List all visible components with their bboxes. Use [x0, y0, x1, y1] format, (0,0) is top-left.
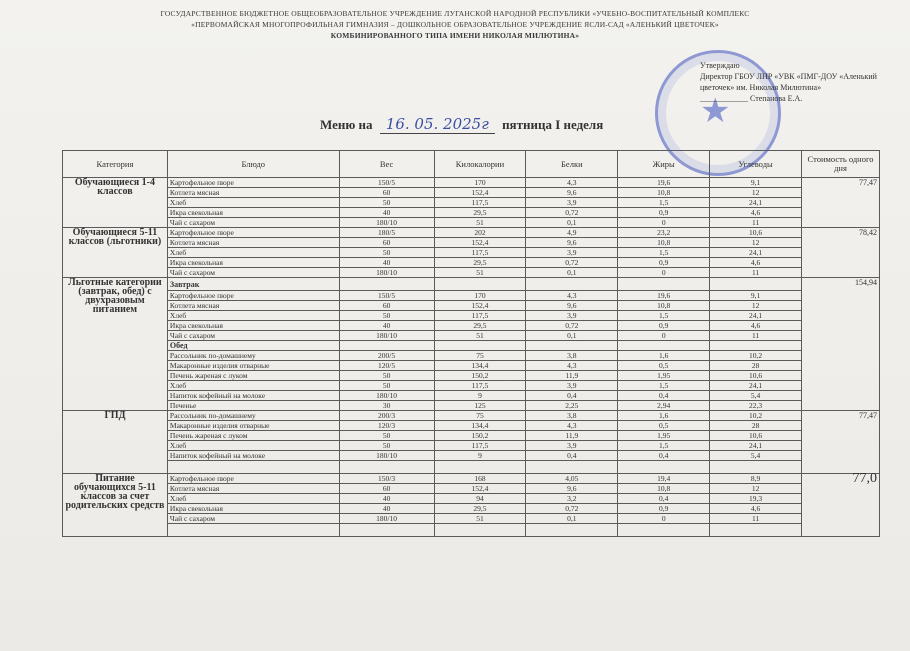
dish-kcal: 51	[434, 268, 526, 278]
table-row	[63, 188, 880, 198]
dish-carbs: 19,3	[710, 494, 802, 504]
dish-protein: 0,4	[526, 391, 618, 401]
header-line-2: «ПЕРВОМАЙСКАЯ МНОГОПРОФИЛЬНАЯ ГИМНАЗИЯ – ДОШКОЛЬНОЕ ОБРАЗОВАТЕЛЬНОЕ УЧРЕЖДЕНИЕ ЯСЛИ-САД «АЛЕНЬКИЙ ЦВЕТОЧЕК»	[191, 20, 719, 29]
dish-name: Котлета мясная	[167, 484, 339, 494]
category-cell: Льготные категории (завтрак, обед) с двухразовым питанием	[63, 278, 168, 411]
dish-weight: 120/3	[339, 421, 434, 431]
category-cell: Обучающиеся 5-11 классов (льготники)	[63, 228, 168, 278]
table-header-row	[63, 151, 880, 178]
dish-carbs: 4,6	[710, 321, 802, 331]
dish-fat: 0	[618, 514, 710, 524]
empty-cell	[526, 341, 618, 351]
dish-carbs: 12	[710, 301, 802, 311]
table-row	[63, 331, 880, 341]
dish-carbs: 22,3	[710, 401, 802, 411]
dish-protein: 4,05	[526, 474, 618, 484]
dish-protein: 3,9	[526, 198, 618, 208]
dish-fat: 1,5	[618, 381, 710, 391]
col-header-protein: Белки	[526, 151, 618, 178]
table-row	[63, 208, 880, 218]
dish-kcal: 152,4	[434, 238, 526, 248]
dish-weight: 180/10	[339, 514, 434, 524]
dish-name: Хлеб	[167, 381, 339, 391]
table-row	[63, 461, 880, 474]
cost-cell: 154,94	[802, 278, 880, 411]
dish-weight: 50	[339, 248, 434, 258]
table-row	[63, 524, 880, 537]
approval-line-3: цветочек» им. Николая Милютина»	[700, 83, 822, 92]
dish-protein: 0,4	[526, 451, 618, 461]
dish-kcal: 9	[434, 391, 526, 401]
dish-protein: 11,9	[526, 371, 618, 381]
dish-fat: 1,5	[618, 248, 710, 258]
dish-carbs: 9,1	[710, 178, 802, 188]
dish-fat: 10,8	[618, 188, 710, 198]
table-row	[63, 381, 880, 391]
empty-cell	[434, 524, 526, 537]
table-row	[63, 228, 880, 238]
dish-fat: 1,5	[618, 198, 710, 208]
table-row	[63, 301, 880, 311]
dish-kcal: 170	[434, 178, 526, 188]
table-row	[63, 451, 880, 461]
dish-weight: 180/10	[339, 331, 434, 341]
dish-weight: 50	[339, 441, 434, 451]
dish-carbs: 5,4	[710, 391, 802, 401]
dish-carbs: 8,9	[710, 474, 802, 484]
dish-protein: 3,9	[526, 248, 618, 258]
table-row	[63, 514, 880, 524]
dish-carbs: 4,6	[710, 208, 802, 218]
dish-weight: 50	[339, 431, 434, 441]
table-row	[63, 341, 880, 351]
dish-protein: 3,8	[526, 411, 618, 421]
dish-name: Икра свекольная	[167, 504, 339, 514]
table-row	[63, 311, 880, 321]
dish-protein: 4,3	[526, 291, 618, 301]
title-prefix: Меню на	[320, 117, 373, 132]
dish-carbs: 10,2	[710, 351, 802, 361]
dish-kcal: 29,5	[434, 321, 526, 331]
dish-fat: 0,9	[618, 504, 710, 514]
menu-table	[62, 150, 880, 537]
dish-weight: 180/5	[339, 228, 434, 238]
dish-name: Рассольник по-домашнему	[167, 351, 339, 361]
empty-cell	[618, 341, 710, 351]
dish-kcal: 117,5	[434, 381, 526, 391]
document-header	[60, 8, 850, 41]
dish-carbs: 28	[710, 361, 802, 371]
table-row	[63, 268, 880, 278]
dish-fat: 0,5	[618, 361, 710, 371]
dish-name: Рассольник по-домашнему	[167, 411, 339, 421]
dish-weight: 50	[339, 311, 434, 321]
dish-name: Макаронные изделия отварные	[167, 361, 339, 371]
dish-fat: 10,8	[618, 484, 710, 494]
dish-name: Котлета мясная	[167, 188, 339, 198]
dish-name: Печень жареная с луком	[167, 371, 339, 381]
header-line-3: КОМБИНИРОВАННОГО ТИПА ИМЕНИ НИКОЛАЯ МИЛЮТИНА»	[330, 31, 580, 40]
dish-fat: 1,5	[618, 311, 710, 321]
dish-protein: 9,6	[526, 188, 618, 198]
cost-cell: 77,47	[802, 411, 880, 474]
dish-kcal: 117,5	[434, 198, 526, 208]
title-suffix: пятница I неделя	[502, 117, 604, 132]
table-row	[63, 291, 880, 301]
dish-kcal: 152,4	[434, 188, 526, 198]
header-line-1: ГОСУДАРСТВЕННОЕ БЮДЖЕТНОЕ ОБЩЕОБРАЗОВАТЕЛЬНОЕ УЧРЕЖДЕНИЕ ЛУГАНСКОЙ НАРОДНОЙ РЕСПУБЛИКИ «УЧЕБНО-ВОСПИТАТЕЛЬНЫЙ КОМПЛЕКС	[160, 9, 750, 18]
dish-protein: 2,25	[526, 401, 618, 411]
dish-fat: 19,4	[618, 474, 710, 484]
dish-fat: 1,5	[618, 441, 710, 451]
dish-name: Печенье	[167, 401, 339, 411]
dish-carbs: 9,1	[710, 291, 802, 301]
dish-name: Чай с сахаром	[167, 514, 339, 524]
dish-kcal: 150,2	[434, 431, 526, 441]
dish-kcal: 117,5	[434, 311, 526, 321]
dish-kcal: 75	[434, 411, 526, 421]
dish-protein: 0,1	[526, 331, 618, 341]
dish-protein: 0,1	[526, 514, 618, 524]
dish-fat: 23,2	[618, 228, 710, 238]
dish-fat: 10,8	[618, 238, 710, 248]
table-row	[63, 218, 880, 228]
dish-kcal: 125	[434, 401, 526, 411]
dish-fat: 0,9	[618, 258, 710, 268]
dish-kcal: 51	[434, 218, 526, 228]
dish-protein: 3,9	[526, 311, 618, 321]
dish-protein: 3,9	[526, 381, 618, 391]
dish-weight: 180/10	[339, 391, 434, 401]
dish-fat: 0,4	[618, 391, 710, 401]
dish-carbs: 10,6	[710, 431, 802, 441]
dish-name: Картофельное пюре	[167, 178, 339, 188]
dish-kcal: 51	[434, 514, 526, 524]
dish-name: Икра свекольная	[167, 208, 339, 218]
table-body	[63, 178, 880, 537]
empty-cell	[710, 341, 802, 351]
dish-protein: 0,1	[526, 218, 618, 228]
dish-carbs: 10,6	[710, 228, 802, 238]
dish-carbs: 12	[710, 484, 802, 494]
dish-protein: 0,72	[526, 258, 618, 268]
dish-weight: 150/3	[339, 474, 434, 484]
table-row	[63, 238, 880, 248]
dish-protein: 0,72	[526, 208, 618, 218]
table-row	[63, 361, 880, 371]
empty-cell	[710, 278, 802, 291]
dish-name: Котлета мясная	[167, 301, 339, 311]
dish-name: Хлеб	[167, 248, 339, 258]
dish-protein: 0,1	[526, 268, 618, 278]
approval-line-2: Директор ГБОУ ЛНР «УВК «ПМГ-ДОУ «Аленький	[700, 72, 877, 81]
category-cell: Питание обучающихся 5-11 классов за счет родительских средств	[63, 474, 168, 537]
dish-protein: 0,72	[526, 504, 618, 514]
dish-protein: 0,72	[526, 321, 618, 331]
dish-carbs: 12	[710, 238, 802, 248]
dish-carbs: 10,6	[710, 371, 802, 381]
dish-carbs: 11	[710, 268, 802, 278]
dish-kcal: 51	[434, 331, 526, 341]
empty-cell	[526, 524, 618, 537]
dish-weight: 200/5	[339, 351, 434, 361]
dish-name: Печень жареная с луком	[167, 431, 339, 441]
dish-carbs: 28	[710, 421, 802, 431]
col-header-weight: Вес	[339, 151, 434, 178]
dish-weight: 150/5	[339, 291, 434, 301]
col-header-cost: Стоимость одного дня	[802, 151, 880, 178]
dish-fat: 1,6	[618, 411, 710, 421]
table-row	[63, 258, 880, 268]
dish-kcal: 134,4	[434, 361, 526, 371]
empty-cell	[339, 278, 434, 291]
cost-cell: 78,42	[802, 228, 880, 278]
table-row	[63, 401, 880, 411]
empty-cell	[339, 524, 434, 537]
empty-cell	[434, 278, 526, 291]
dish-protein: 11,9	[526, 431, 618, 441]
dish-kcal: 9	[434, 451, 526, 461]
dish-carbs: 24,1	[710, 311, 802, 321]
dish-kcal: 29,5	[434, 504, 526, 514]
dish-name: Картофельное пюре	[167, 474, 339, 484]
dish-name: Икра свекольная	[167, 321, 339, 331]
menu-title	[320, 115, 740, 133]
dish-name: Хлеб	[167, 198, 339, 208]
dish-fat: 19,6	[618, 291, 710, 301]
table-row	[63, 248, 880, 258]
dish-weight: 40	[339, 208, 434, 218]
approval-line-1: Утверждаю	[700, 61, 740, 70]
dish-carbs: 24,1	[710, 198, 802, 208]
approval-block	[700, 60, 890, 104]
dish-fat: 1,6	[618, 351, 710, 361]
dish-weight: 150/5	[339, 178, 434, 188]
dish-name: Чай с сахаром	[167, 218, 339, 228]
table-row	[63, 441, 880, 451]
table-row	[63, 391, 880, 401]
table-row	[63, 411, 880, 421]
dish-name: Макаронные изделия отварные	[167, 421, 339, 431]
empty-cell	[710, 461, 802, 474]
table-row	[63, 494, 880, 504]
category-cell: Обучающиеся 1-4 классов	[63, 178, 168, 228]
dish-weight: 50	[339, 381, 434, 391]
dish-protein: 4,3	[526, 178, 618, 188]
dish-protein: 4,3	[526, 421, 618, 431]
dish-fat: 19,6	[618, 178, 710, 188]
dish-kcal: 29,5	[434, 208, 526, 218]
empty-cell	[167, 461, 339, 474]
empty-cell	[434, 341, 526, 351]
dish-kcal: 75	[434, 351, 526, 361]
col-header-carbs: Углеводы	[710, 151, 802, 178]
dish-fat: 10,8	[618, 301, 710, 311]
dish-carbs: 24,1	[710, 248, 802, 258]
dish-fat: 1,95	[618, 431, 710, 441]
dish-carbs: 11	[710, 514, 802, 524]
dish-name: Котлета мясная	[167, 238, 339, 248]
dish-name: Хлеб	[167, 494, 339, 504]
dish-kcal: 150,2	[434, 371, 526, 381]
dish-name: Картофельное пюре	[167, 228, 339, 238]
dish-weight: 200/3	[339, 411, 434, 421]
dish-fat: 0,9	[618, 321, 710, 331]
dish-weight: 60	[339, 301, 434, 311]
table-row	[63, 278, 880, 291]
dish-protein: 9,6	[526, 484, 618, 494]
dish-name: Чай с сахаром	[167, 268, 339, 278]
dish-kcal: 152,4	[434, 484, 526, 494]
dish-carbs: 24,1	[710, 381, 802, 391]
cost-cell: 77,47	[802, 178, 880, 228]
dish-fat: 0,4	[618, 451, 710, 461]
dish-carbs: 24,1	[710, 441, 802, 451]
table-row	[63, 351, 880, 361]
dish-protein: 4,3	[526, 361, 618, 371]
approval-line-4: ____________ Степанова Е.А.	[700, 94, 803, 103]
dish-weight: 40	[339, 504, 434, 514]
table-row	[63, 321, 880, 331]
dish-protein: 9,6	[526, 301, 618, 311]
table-row	[63, 421, 880, 431]
dish-fat: 0	[618, 331, 710, 341]
col-header-category: Категория	[63, 151, 168, 178]
dish-fat: 0	[618, 218, 710, 228]
dish-name: Хлеб	[167, 441, 339, 451]
dish-carbs: 11	[710, 331, 802, 341]
dish-protein: 3,9	[526, 441, 618, 451]
dish-kcal: 134,4	[434, 421, 526, 431]
dish-weight: 50	[339, 371, 434, 381]
dish-fat: 2,94	[618, 401, 710, 411]
dish-name: Хлеб	[167, 311, 339, 321]
dish-kcal: 152,4	[434, 301, 526, 311]
dish-carbs: 4,6	[710, 504, 802, 514]
dish-carbs: 11	[710, 218, 802, 228]
empty-cell	[618, 524, 710, 537]
dish-weight: 180/10	[339, 451, 434, 461]
table-row	[63, 431, 880, 441]
empty-cell	[167, 524, 339, 537]
table-row	[63, 198, 880, 208]
dish-kcal: 170	[434, 291, 526, 301]
table-row	[63, 484, 880, 494]
empty-cell	[434, 461, 526, 474]
dish-name: Чай с сахаром	[167, 331, 339, 341]
dish-kcal: 94	[434, 494, 526, 504]
dish-weight: 40	[339, 258, 434, 268]
dish-fat: 0,9	[618, 208, 710, 218]
dish-protein: 9,6	[526, 238, 618, 248]
col-header-fat: Жиры	[618, 151, 710, 178]
dish-weight: 30	[339, 401, 434, 411]
dish-carbs: 12	[710, 188, 802, 198]
dish-kcal: 117,5	[434, 441, 526, 451]
dish-weight: 40	[339, 321, 434, 331]
dish-name: Икра свекольная	[167, 258, 339, 268]
dish-carbs: 10,2	[710, 411, 802, 421]
dish-fat: 0	[618, 268, 710, 278]
dish-weight: 60	[339, 188, 434, 198]
dish-protein: 3,8	[526, 351, 618, 361]
dish-weight: 120/5	[339, 361, 434, 371]
dish-name: Напиток кофейный на молоке	[167, 451, 339, 461]
empty-cell	[618, 278, 710, 291]
dish-weight: 40	[339, 494, 434, 504]
empty-cell	[526, 461, 618, 474]
dish-carbs: 5,4	[710, 451, 802, 461]
dish-weight: 180/10	[339, 218, 434, 228]
col-header-dish: Блюдо	[167, 151, 339, 178]
title-date: 16. 05. 2025г	[380, 115, 495, 134]
dish-fat: 1,95	[618, 371, 710, 381]
section-breakfast-label: Завтрак	[167, 278, 339, 291]
empty-cell	[618, 461, 710, 474]
dish-kcal: 29,5	[434, 258, 526, 268]
category-cell: ГПД	[63, 411, 168, 474]
dish-protein: 3,2	[526, 494, 618, 504]
table-row	[63, 371, 880, 381]
dish-name: Напиток кофейный на молоке	[167, 391, 339, 401]
dish-carbs: 4,6	[710, 258, 802, 268]
dish-kcal: 202	[434, 228, 526, 238]
dish-fat: 0,5	[618, 421, 710, 431]
dish-weight: 50	[339, 198, 434, 208]
cost-cell: 77,0	[802, 474, 880, 537]
dish-fat: 0,4	[618, 494, 710, 504]
dish-protein: 4,9	[526, 228, 618, 238]
col-header-kcal: Килокалории	[434, 151, 526, 178]
empty-cell	[339, 341, 434, 351]
dish-weight: 60	[339, 484, 434, 494]
dish-kcal: 168	[434, 474, 526, 484]
empty-cell	[339, 461, 434, 474]
table-row	[63, 474, 880, 484]
table-row	[63, 504, 880, 514]
dish-weight: 60	[339, 238, 434, 248]
table-row	[63, 178, 880, 188]
section-lunch-label: Обед	[167, 341, 339, 351]
dish-kcal: 117,5	[434, 248, 526, 258]
empty-cell	[710, 524, 802, 537]
empty-cell	[526, 278, 618, 291]
dish-name: Картофельное пюре	[167, 291, 339, 301]
dish-weight: 180/10	[339, 268, 434, 278]
